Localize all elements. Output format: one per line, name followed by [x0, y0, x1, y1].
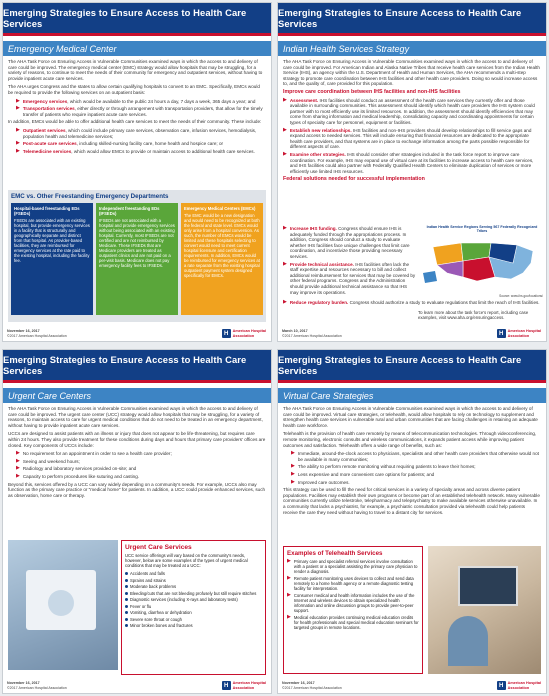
body-text: The AHA Task Force on Ensuring Access in Vulnerable Communities examined ways in which the access to and delivery of care could be improved. For American Indian and Alaska Native Tribes that receive health care services from the Indian Health Service (IHS), an agency within the U.S. Department of Health and Human Services, the AHA recommends a multi-step strategy to promote care coordination between IHS facilities and other health care providers. Doing so would increase access to, and the quality of, care provided for this population. Improve care coordination between IHS facilities and non-IHS facilities ▶ Assessment. IHS facilities should conduct an assessment of the health care services they currently offer and those available in surrounding communities. This assessment should identify which health care providers the IHS system could partner with to most efficiently use its limited resources. In addition, the assessment should identify efficiencies that may come from sharing information and medical leadership, consolidating capacity and coordinating appointments for certain types of specialty care for personnel, equipment or facilities. ▶ Establish new relationships. IHS facilities and non-IHS providers should develop relationships to fill service gaps and expand access to needed services. This will include ensuring that financial resources are dedicated to the appropriate health care providers, and that systems are in place to exchange information among the parts possible responsible for different aspects of care. ▶ Examine other strategies. IHS should consider other strategies included in the task force report to improve care coordination. For example, IHS may expand use of virtual care at its facilities to increase access to health care services, and IHS facilities could also partner with Federally Qualified Health Centers to eliminate duplication of services or more efficiently use limited IHS resources. Federal solutions needed for successful implementation	[283, 59, 540, 183]
service-item: Moderate back problems	[125, 584, 262, 589]
body-text: The AHA Task Force on Ensuring Access in Vulnerable Communities examined ways in which the access to and delivery of care could be improved. The urgent care center (UCC) strategy would allow hospitals that may be struggling, for a variety of reasons, to maintain access to care for urgent medical conditions that do not need to be treated in an emergency department, without having to provide inpatient acute care services. UCCs are designed to assist patients with an illness or injury that does not appear to be life-threatening, but requires care within 24 hours. They also provide treatment for these conditions during days and hours that primary care providers' offices are closed. Key components of UCCs include: ▶ No requirement for an appointment in order to see a health care provider; ▶ Seeing and weekend hours; ▶ Radiology and laboratory services provided on-site; and ▶ Capacity to perform procedures like suturing and casting. Beyond this, services offered by a UCC can vary widely depending on a community's needs. For example, UCCs also may function as the primary care practice or "medical home" for patients. In addition, a UCC could provide enhanced services, such as observation, home care or therapy.	[8, 406, 266, 498]
telehealth-examples-box: Examples of Telehealth Services ▶ Primary care and specialist referral services involve consultation with a patient or a specialist assisting the primary care physician to render a diagnosis. ▶ Remote patient monitoring uses devices to collect and send data remotely to a home health agency or a remote diagnostic testing facility for interpretation. ▶ Consumer medical and health information includes the use of the Internet and wireless devices to obtain specialized health information and online discussion groups to provide peer-to-peer support. ▶ Medical education provides continuing medical education credits for health professionals and special medical education seminars for targeted groups in remote locations.	[283, 546, 423, 674]
emc-column: Emergency Medical Centers (EMCs) The EMC would be a new designation and would need to be recognized at both the federal and state level. EMCs would only arise from a hospital conversion. As such, the number of EMCs would be limited and these hospitals selecting to convert would need to meet current hospital licensure and certification requirements. In addition, EMCs would be reimbursed for emergency services at a rate separate from the existing hospital outpatient payment system designed specifically for EMCs.	[181, 203, 263, 315]
page-urgent-care-centers	[2, 349, 272, 694]
service-item: Sprains and strains	[125, 578, 262, 583]
arrow-icon: ▶	[283, 260, 287, 267]
page-header: Emerging Strategies to Ensure Access to Health Care Services	[278, 350, 546, 383]
arrow-icon: ▶	[291, 450, 295, 457]
box-title: Examples of Telehealth Services	[287, 550, 383, 557]
ifsed-column: Independent freestanding EDs (IFSEDs) IFSEDs are not associated with a hospital and provide emergency services without being associated with an existing hospital. Currently, most IFSEDs are not certified and are not reimbursed by Medicare. These IFSEDs that are Medicare providers are treated as outpatient clinics and are not paid on a per-visit basis. Medicare does not pay emergency facility fees to IFSEDs.	[96, 203, 178, 315]
hospital-logo-icon: H	[222, 681, 231, 690]
closing-note: To learn more about the task force's report, including case examples, visit www.aha.org/ensuringaccess.	[418, 310, 529, 320]
service-item: Fever or flu	[125, 604, 262, 609]
bullet-icon	[125, 572, 128, 575]
aha-logo: H American Hospital Association	[497, 329, 541, 338]
bullet-icon	[125, 611, 128, 614]
page-emergency-medical-center	[2, 2, 272, 342]
arrow-icon: ▶	[287, 592, 291, 598]
bullet-icon	[125, 579, 128, 582]
hospital-photo	[8, 540, 118, 670]
arrow-icon: ▶	[16, 457, 20, 464]
telehealth-photo	[428, 546, 541, 674]
hospital-logo-icon: H	[497, 329, 506, 338]
body-text: The AHA Task Force on Ensuring Access in Vulnerable Communities examined ways in which the access to and delivery of care could be improved. The emergency medical center (EMC) strategy would allow hospitals that may be struggling, for a variety of reasons, to continue to meet the needs of their community for emergency and outpatient services, without having to provide inpatient acute care services. The AHA urges Congress and the states to allow certain qualifying hospitals to convert to an EMC. Specifically, EMCs would be required to provide the following services on an outpatient basis: ▶ Emergency services, which would be available to the public 24 hours a day, 7 days a week, 365 days a year; and ▶ Transportation services, either directly or through arrangement with transportation providers, that allow for the timely transfer of patients who require inpatient acute care services. In addition, EMCs would be able to offer additional health care services to meet the needs of their community. These include: ▶ Outpatient services, which could include primary care services, observation care, infusion services, hemodialysis, population health and telemedicine services; ▶ Post-acute care services, including skilled-nursing facility care, home health and hospice care; or ▶ Telemedicine services, which would allow EMCs to provide or maintain access to additional health care services.	[8, 59, 263, 154]
bullet-icon	[125, 624, 128, 627]
federal-solution-3: ▶ Reduce regulatory burden. Congress should authorize a study to evaluate regulations that limit the reach of IHS facilities.	[283, 299, 540, 305]
arrow-icon: ▶	[16, 450, 20, 457]
aha-logo: H American Hospital Association	[222, 329, 266, 338]
section-subtitle: Urgent Care Centers	[3, 388, 271, 403]
service-item: Bleeding/cuts that are not bleeding profusely but still require stitches	[125, 591, 262, 596]
arrow-icon: ▶	[287, 614, 291, 620]
arrow-icon: ▶	[283, 96, 287, 103]
service-item: Severe sore throat or cough	[125, 617, 262, 622]
fsed-column: Hospital-based freestanding EDs (FSEDs) FSEDs are associated with an existing hospital, but provide emergency services in a facility that is structurally and geographically separate and distinct from that hospital. As provider-based facilities, they are reimbursed for emergency services at the rate paid to the existing hospital, including the facility fee.	[11, 203, 93, 315]
footer: November 16, 2017 ©2017 American Hospital Association	[282, 681, 342, 690]
page-virtual-care-strategies	[277, 349, 547, 694]
service-item: Minor broken bones and fractures	[125, 623, 262, 628]
us-map-graphic	[421, 233, 543, 289]
box-title: EMC vs. Other Freestanding Emergency Departments	[11, 193, 169, 200]
arrow-icon: ▶	[283, 150, 287, 157]
bullet-icon	[125, 598, 128, 601]
arrow-icon: ▶	[287, 558, 291, 564]
bullet-icon	[125, 618, 128, 621]
arrow-icon: ▶	[287, 575, 291, 581]
arrow-icon: ▶	[283, 126, 287, 133]
federal-solutions: ▶ Increase IHS funding. Congress should ensure IHS is adequately funded through the appropriations process. In addition, Congress should conduct a study to evaluate whether IHS facilities face unique challenges that limit care coordination, and incentivize those providing necessary services. ▶ Provide technical assistance. IHS facilities often lack the staff expertise and resources necessary to bill and collect additional reimbursement for services that may be covered by other federal programs. Congress and the Administration should provide additional technical assistance so that IHS may improve its operations.	[283, 225, 416, 295]
arrow-icon: ▶	[291, 463, 295, 470]
service-item: Diagnostic services (including X-rays and laboratory tests)	[125, 597, 262, 602]
hospital-logo-icon: H	[497, 681, 506, 690]
emc-comparison-box	[8, 190, 266, 322]
box-intro: UCC service offerings will vary based on the community's needs, however, below are some examples of the types of urgent medical conditions that may be treated at a UCC:	[125, 553, 248, 568]
arrow-icon: ▶	[16, 97, 20, 104]
box-title: Urgent Care Services	[125, 544, 192, 551]
arrow-icon: ▶	[16, 126, 20, 133]
arrow-icon: ▶	[16, 472, 20, 479]
map-title: Indian Health Service Regions Serving 567 Federally Recognized Tribes	[426, 225, 538, 234]
bullet-icon	[125, 592, 128, 595]
arrow-icon: ▶	[16, 105, 20, 112]
footer: March 10, 2017 ©2017 American Hospital Association	[282, 329, 342, 338]
urgent-care-services-box	[121, 540, 266, 675]
bullet-icon	[125, 605, 128, 608]
arrow-icon: ▶	[283, 299, 287, 305]
arrow-icon: ▶	[283, 225, 287, 231]
page-header: Emerging Strategies to Ensure Access to Health Care Services	[3, 350, 271, 383]
arrow-icon: ▶	[291, 470, 295, 477]
arrow-icon: ▶	[16, 147, 20, 154]
footer: November 16, 2017 ©2017 American Hospital Association	[7, 329, 67, 338]
map-source: Source: www.ihs.gov/locations/	[499, 294, 543, 299]
service-item: Vomiting, diarrhea or dehydration	[125, 610, 262, 615]
aha-logo: H American Hospital Association	[222, 681, 266, 690]
bullet-icon	[125, 585, 128, 588]
footer: November 16, 2017 ©2017 American Hospital Association	[7, 681, 67, 690]
page-header: Emerging Strategies to Ensure Access to Health Care Services	[3, 3, 271, 36]
arrow-icon: ▶	[16, 465, 20, 472]
section-subtitle: Virtual Care Strategies	[278, 388, 546, 403]
aha-logo: H American Hospital Association	[497, 681, 541, 690]
body-text: The AHA Task Force on Ensuring Access in Vulnerable Communities examined ways in which the access to and delivery of care could be improved. Virtual care strategies, or telehealth, would allow hospitals to rely on technology to supplement and strengthen health care services in vulnerable rural and urban communities that are facing challenges in retaining an adequate health care workforce. Telehealth is the provision of health care remotely by means of telecommunication technologies. Through videoconferencing, remote monitoring, electronic consults and wireless communications, it expands patient access while improving patient outcomes and satisfaction. Telehealth offers a wide range of benefits, such as: ▶ Immediate, around-the-clock access to physicians, specialists and other health care providers that otherwise would not be available in many communities; ▶ The ability to perform remote monitoring without requiring patients to leave their homes; ▶ Less expensive and more convenient care options for patients; and ▶ Improved care outcomes. This strategy can be used to fill the need for critical services in a variety of specialty areas and across diverse patient populations. Facilities may establish their own programs or become part of an established telehealth network. Many vulnerable communities currently utilize telestroke, telepharmacy and telepsychiatry to make available services otherwise unavailable. In a community that lacks a psychiatrist, for example, a psychiatric consultation provided via telehealth could help patients receive the care they need without having to travel to a distant city for services.	[283, 406, 540, 515]
section-subtitle: Emergency Medical Center	[3, 41, 271, 56]
arrow-icon: ▶	[16, 140, 20, 147]
hospital-logo-icon: H	[222, 329, 231, 338]
ihs-regions-map	[421, 225, 543, 297]
section-subtitle: Indian Health Services Strategy	[278, 41, 546, 56]
page-header: Emerging Strategies to Ensure Access to Health Care Services	[278, 3, 546, 36]
service-item: Accidents and falls	[125, 571, 262, 576]
page-indian-health-services	[277, 2, 547, 342]
arrow-icon: ▶	[291, 478, 295, 485]
